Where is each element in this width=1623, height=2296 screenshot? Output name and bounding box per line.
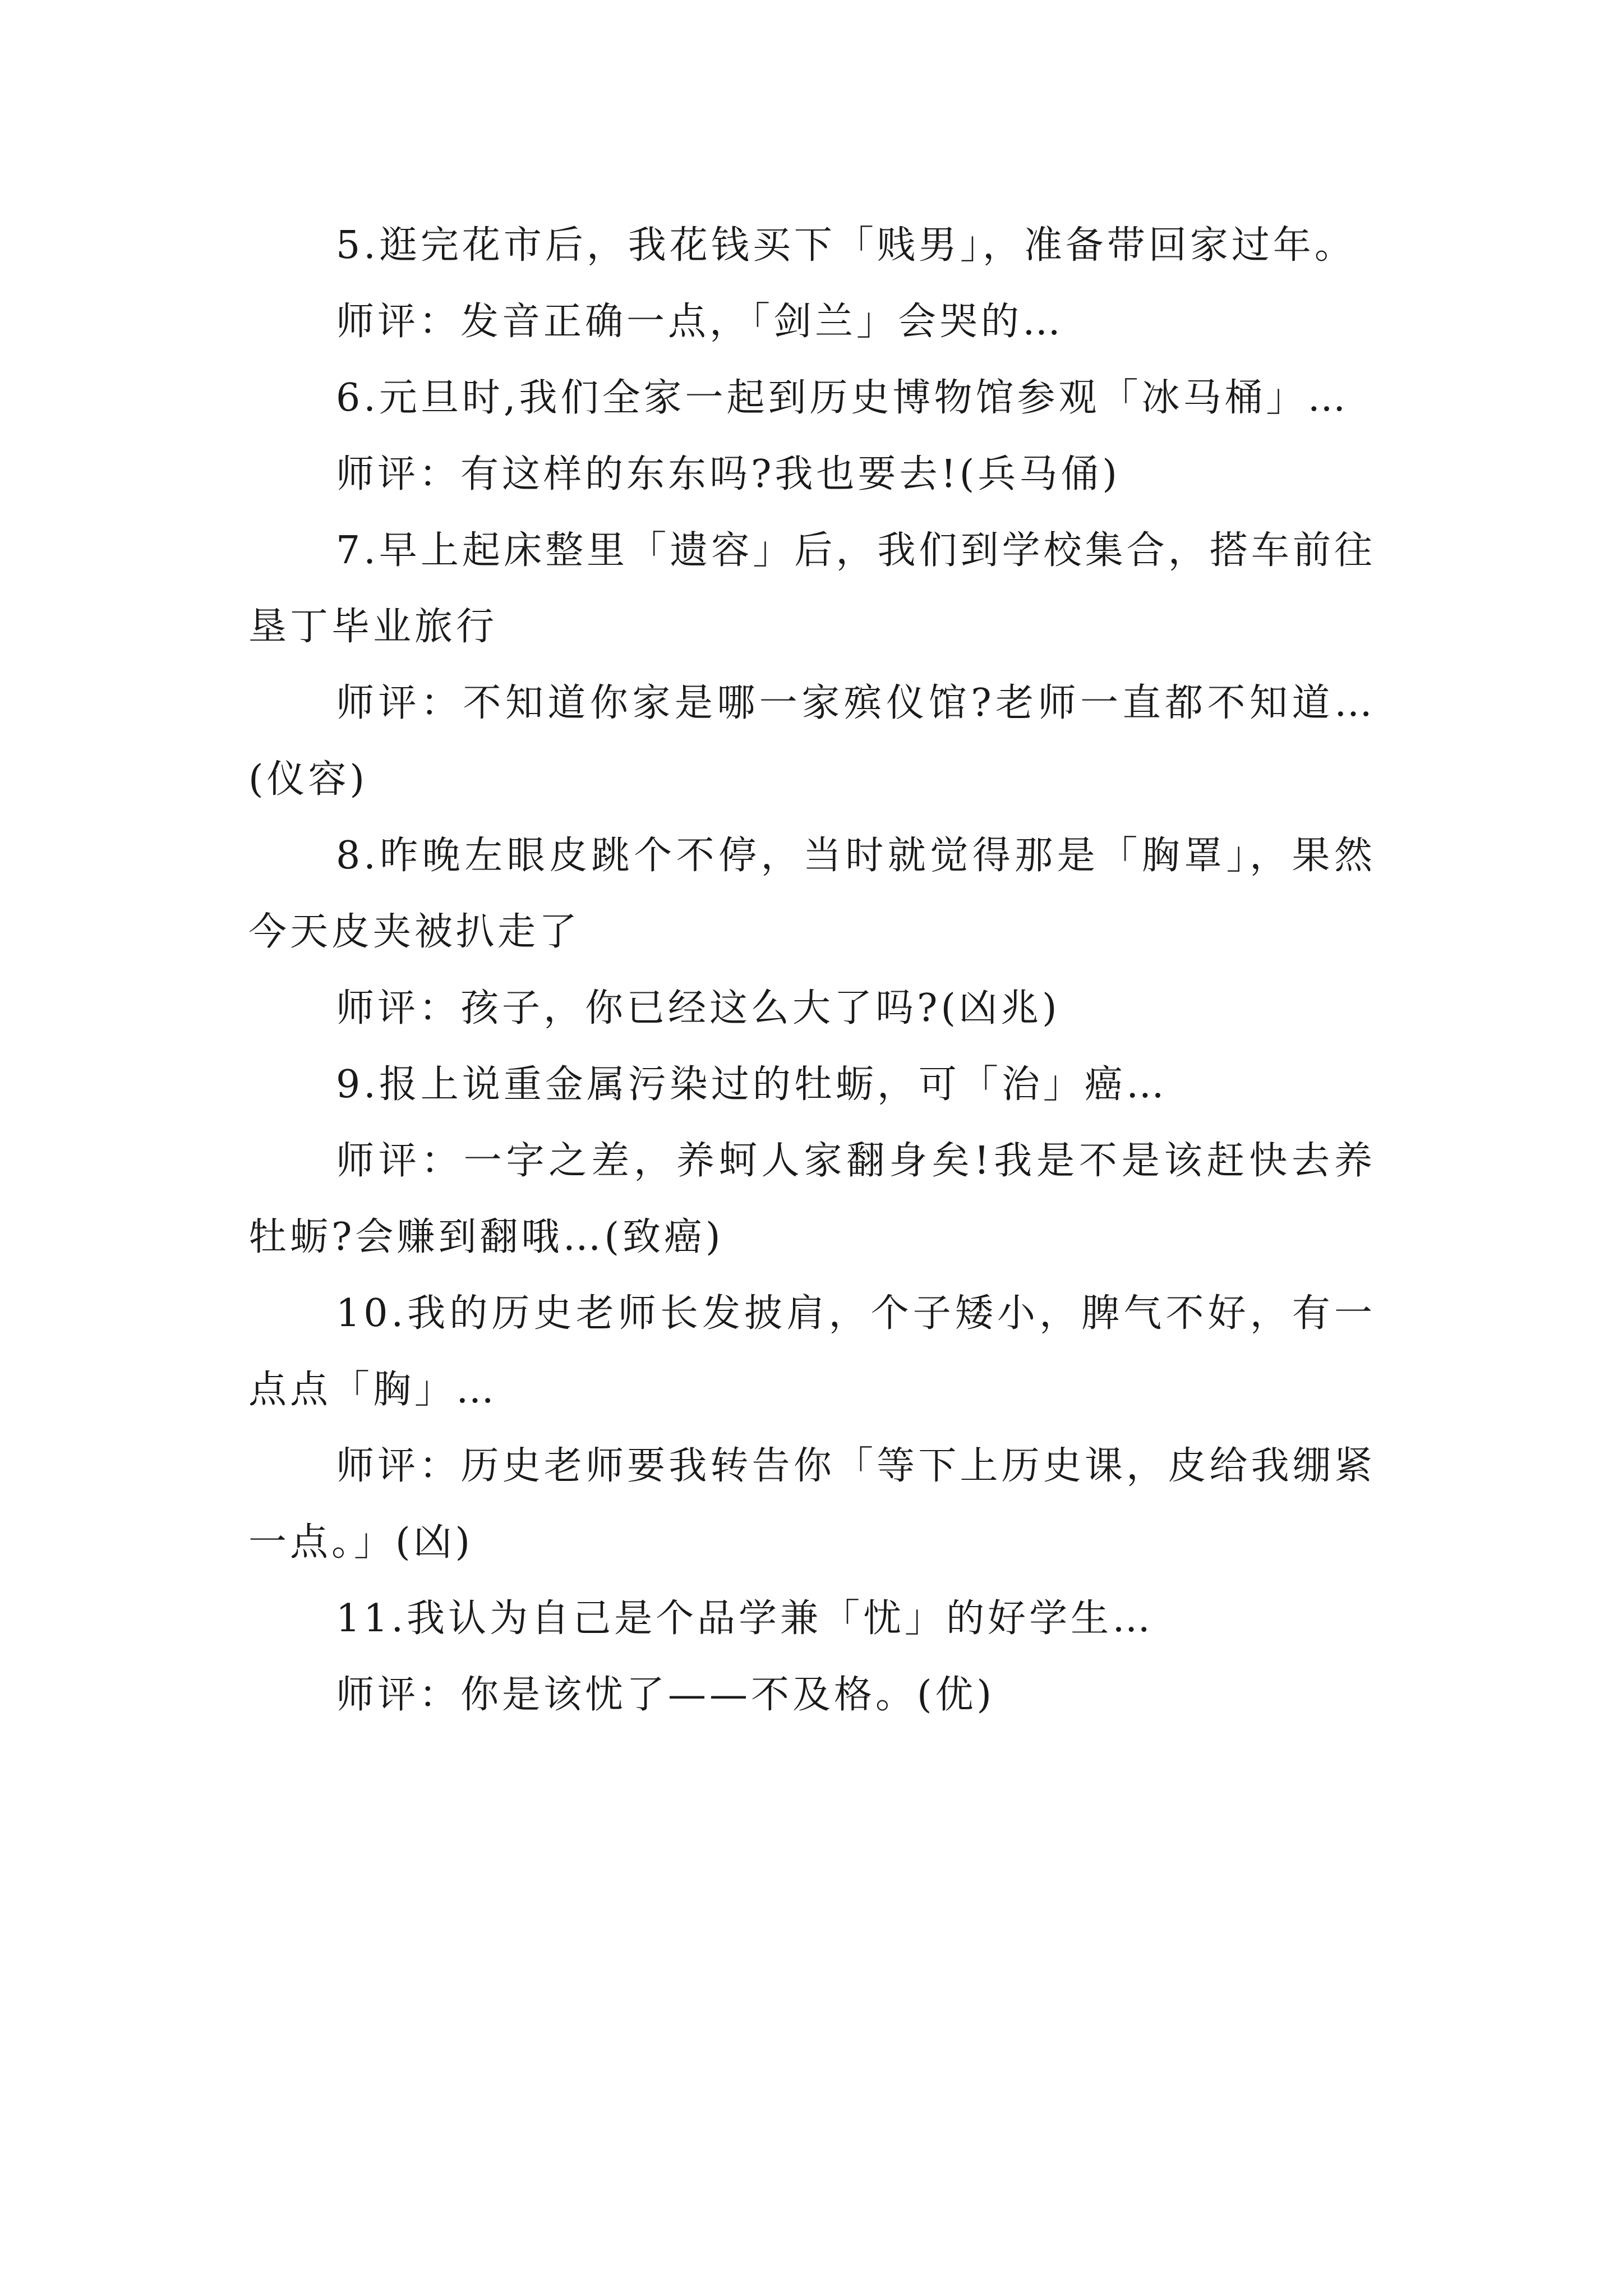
teacher-comment-9: 师评：一字之差，养蚵人家翻身矣!我是不是该赶快去养牡蛎?会赚到翻哦…(致癌) xyxy=(248,1139,1376,1259)
teacher-comment-6: 师评：有这样的东东吗?我也要去!(兵马俑) xyxy=(336,452,1121,496)
teacher-comment-11: 师评：你是该忧了——不及格。(优) xyxy=(336,1673,995,1717)
document-body xyxy=(248,208,1376,1733)
teacher-comment-10: 师评：历史老师要我转告你「等下上历史课，皮给我绷紧一点。」(凶) xyxy=(248,1444,1376,1565)
paragraph-item-7: 7.早上起床整里「遗容」后，我们到学校集合，搭车前往垦丁毕业旅行 xyxy=(248,528,1376,649)
paragraph-item-9: 9.报上说重金属污染过的牡蛎，可「治」癌… xyxy=(336,1062,1168,1107)
paragraph-item-11: 11.我认为自己是个品学兼「忧」的好学生… xyxy=(336,1596,1154,1641)
paragraph-item-10: 10.我的历史老师长发披肩，个子矮小，脾气不好，有一点点「胸」… xyxy=(248,1291,1376,1412)
teacher-comment-8: 师评：孩子，你已经这么大了吗?(凶兆) xyxy=(336,986,1061,1030)
paragraph-item-8: 8.昨晚左眼皮跳个不停，当时就觉得那是「胸罩」，果然今天皮夹被扒走了 xyxy=(248,834,1376,954)
teacher-comment-7: 师评：不知道你家是哪一家殡仪馆?老师一直都不知道…(仪容) xyxy=(248,681,1376,802)
teacher-comment-5: 师评：发音正确一点，「剑兰」会哭的… xyxy=(336,300,1064,344)
paragraph-item-5: 5.逛完花市后，我花钱买下「贱男」，准备带回家过年。 xyxy=(336,223,1356,268)
paragraph-item-6: 6.元旦时,我们全家一起到历史博物馆参观「冰马桶」… xyxy=(336,376,1349,420)
